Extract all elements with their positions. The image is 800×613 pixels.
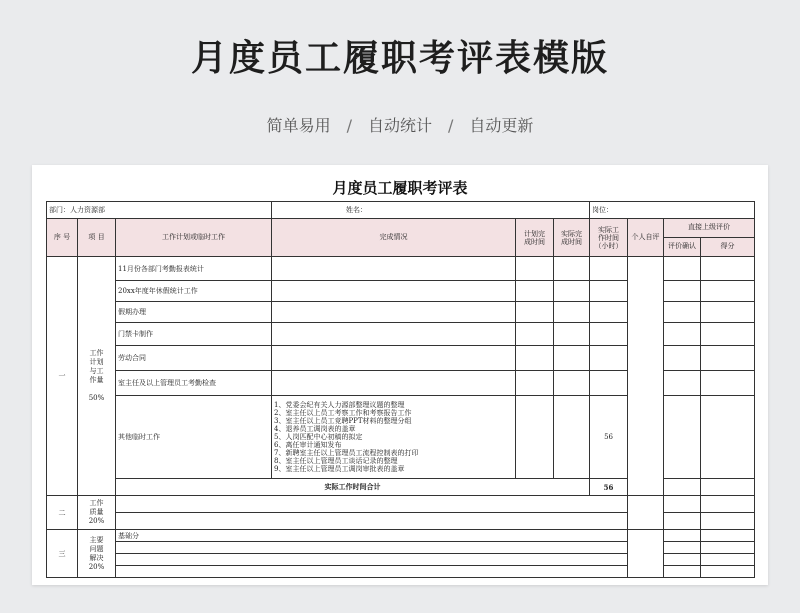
- header-item: 项 目: [78, 219, 116, 257]
- header-confirm: 评价确认: [664, 238, 701, 257]
- department-cell: 部门：人力资源部: [47, 202, 272, 219]
- temp-work-items: 1、党委会纪有关人力源部整理议题的整理 2、室主任以上员工考察工作和考察报告工作 3、室主任以上员工竞聘PPT材料的整理分组 4、退养员工调岗表的盖章 5、人岗匹配中心初稿的拟定 6、离任审计通知发布 7、新聘室主任以上管理员工流程控制表的打印 8、室主任以上管理员工谈话记录的整理 9、室主任以上管理员工调岗审批表的盖章: [272, 396, 516, 479]
- table-row: [47, 496, 755, 513]
- evaluation-table: [46, 201, 755, 578]
- section2-seq: 二: [47, 496, 78, 530]
- section1-weight: 50%: [88, 394, 105, 402]
- tagline-separator: /: [346, 116, 352, 135]
- header-row: [47, 219, 755, 238]
- form-title: 月度员工履职考评表: [332, 179, 468, 197]
- name-cell: 姓名：: [272, 202, 590, 219]
- tagline-easy: 简单易用: [266, 116, 331, 135]
- header-planned-time: 计划完 成时间: [516, 219, 554, 257]
- self-eval-cell: [628, 257, 664, 496]
- header-supervisor-eval: 直接上级评价: [664, 219, 755, 238]
- task-cell: 门禁卡制作: [116, 323, 272, 346]
- task-cell: 假期办理: [116, 302, 272, 323]
- position-cell: 岗位：: [590, 202, 755, 219]
- tagline-auto-update: 自动更新: [469, 116, 534, 135]
- table-row: [47, 530, 755, 542]
- header-plan: 工作计划或临时工作: [116, 219, 272, 257]
- task-cell: 室主任及以上管理员工考勤检查: [116, 371, 272, 396]
- tagline-auto-stat: 自动统计: [367, 116, 432, 135]
- info-row: [47, 202, 755, 219]
- header-seq: 序 号: [47, 219, 78, 257]
- temp-work-hours: 56: [590, 396, 628, 479]
- section2-item: 工作 质量 20%: [78, 496, 116, 530]
- section3-item: 主要 问题 解决 20%: [78, 530, 116, 578]
- section3-base-score: 基础分: [116, 530, 628, 542]
- header-status: 完成情况: [272, 219, 516, 257]
- section1-item: 工作 计划 与工 作量 50%: [78, 257, 116, 496]
- banner-title: 月度员工履职考评表模版: [190, 38, 609, 79]
- table-row: [47, 257, 755, 281]
- header-actual-done-time: 实际完 成时间: [554, 219, 590, 257]
- task-cell: 11月份各部门考勤报表统计: [116, 257, 272, 281]
- task-cell: 劳动合同: [116, 346, 272, 371]
- spreadsheet-preview: [32, 165, 768, 585]
- header-self-eval: 个人自评: [628, 219, 664, 257]
- header-actual-hours: 实际工 作时间 （小时）: [590, 219, 628, 257]
- section3-seq: 三: [47, 530, 78, 578]
- total-hours: 56: [590, 479, 628, 496]
- temp-work-label: 其他临时工作: [116, 396, 272, 479]
- task-cell: 20xx年度年休假统计工作: [116, 281, 272, 302]
- header-score: 得分: [701, 238, 755, 257]
- tagline-separator: /: [448, 116, 454, 135]
- total-label: 实际工作时间合计: [116, 479, 590, 496]
- tagline: [0, 113, 800, 136]
- section1-seq: 一: [47, 257, 78, 496]
